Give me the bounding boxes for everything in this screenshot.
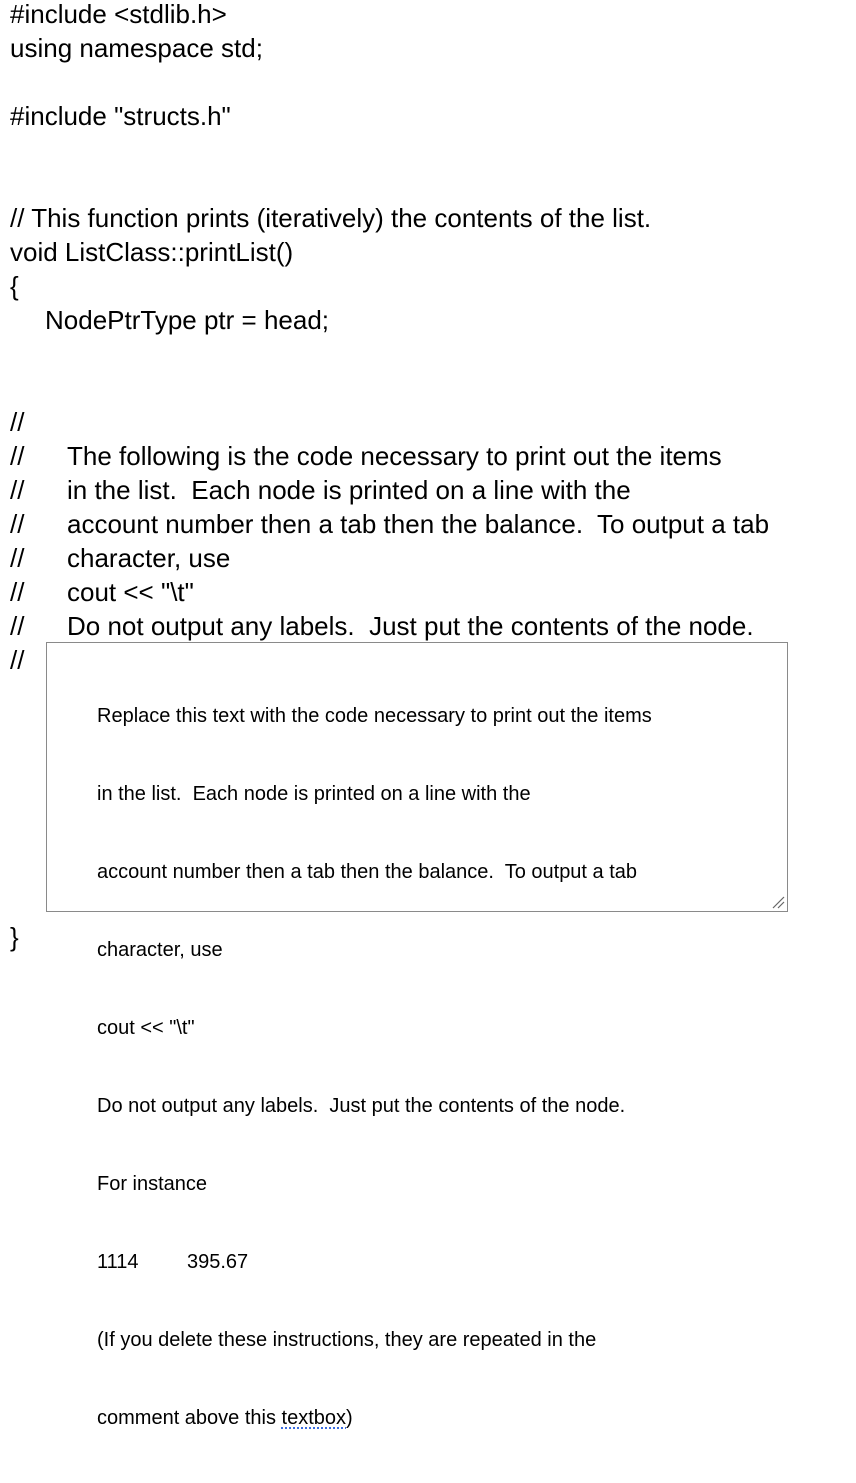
spellcheck-flagged-word: textbox [281, 1407, 347, 1429]
textbox-line: Replace this text with the code necessary to print out the items [97, 705, 652, 727]
textbox-example-line [97, 1249, 777, 1275]
comment-text: cout << "\t" [67, 577, 194, 607]
comment-prefix: // [10, 441, 25, 471]
code-answer-textbox[interactable] [46, 642, 788, 1429]
comment-text: The following is the code necessary to print out the items [67, 441, 722, 471]
textbox-line: cout << "\t" [97, 1017, 195, 1039]
textbox-line: character, use [97, 939, 223, 961]
close-brace: } [10, 922, 19, 952]
comment-text: character, use [67, 543, 231, 573]
resize-handle-icon[interactable] [771, 895, 785, 909]
comment-text: in the list. Each node is printed on a line with the [67, 475, 631, 505]
function-signature-line: void ListClass::printList() [10, 237, 294, 267]
textbox-example-account: 1114 [97, 1251, 139, 1273]
comment-prefix: // [10, 475, 25, 505]
textbox-line: account number then a tab then the balance. To output a tab [97, 861, 638, 883]
comment-text: Do not output any labels. Just put the contents of the node. [67, 611, 754, 641]
comment-prefix: // [10, 577, 25, 607]
textbox-note-text: ) [346, 1407, 353, 1429]
comment-example-line [10, 609, 39, 745]
function-comment-line: // This function prints (iteratively) the contents of the list. [10, 203, 652, 233]
textbox-example-balance: 395.67 [187, 1251, 249, 1273]
textbox-note-line [97, 1405, 777, 1431]
comment-prefix: // [10, 407, 25, 437]
comment-prefix: // [10, 543, 25, 573]
textbox-line: Do not output any labels. Just put the contents of the node. [97, 1095, 626, 1117]
ptr-declaration-line: NodePtrType ptr = head; [45, 305, 330, 335]
textbox-line: For instance [97, 1173, 208, 1195]
comment-text: account number then a tab then the balance. To output a tab [67, 509, 770, 539]
include-stdlib-line: #include <stdlib.h> [10, 0, 227, 29]
comment-prefix: // [10, 611, 25, 641]
include-structs-line: #include "structs.h" [10, 101, 231, 131]
textbox-line: in the list. Each node is printed on a line with the [97, 783, 531, 805]
textbox-note-line: (If you delete these instructions, they are repeated in the [97, 1329, 597, 1351]
using-namespace-line: using namespace std; [10, 33, 263, 63]
comment-prefix: // [10, 509, 25, 539]
textbox-note-text: comment above this [97, 1407, 282, 1429]
comment-prefix: // [10, 645, 25, 675]
open-brace: { [10, 271, 19, 301]
